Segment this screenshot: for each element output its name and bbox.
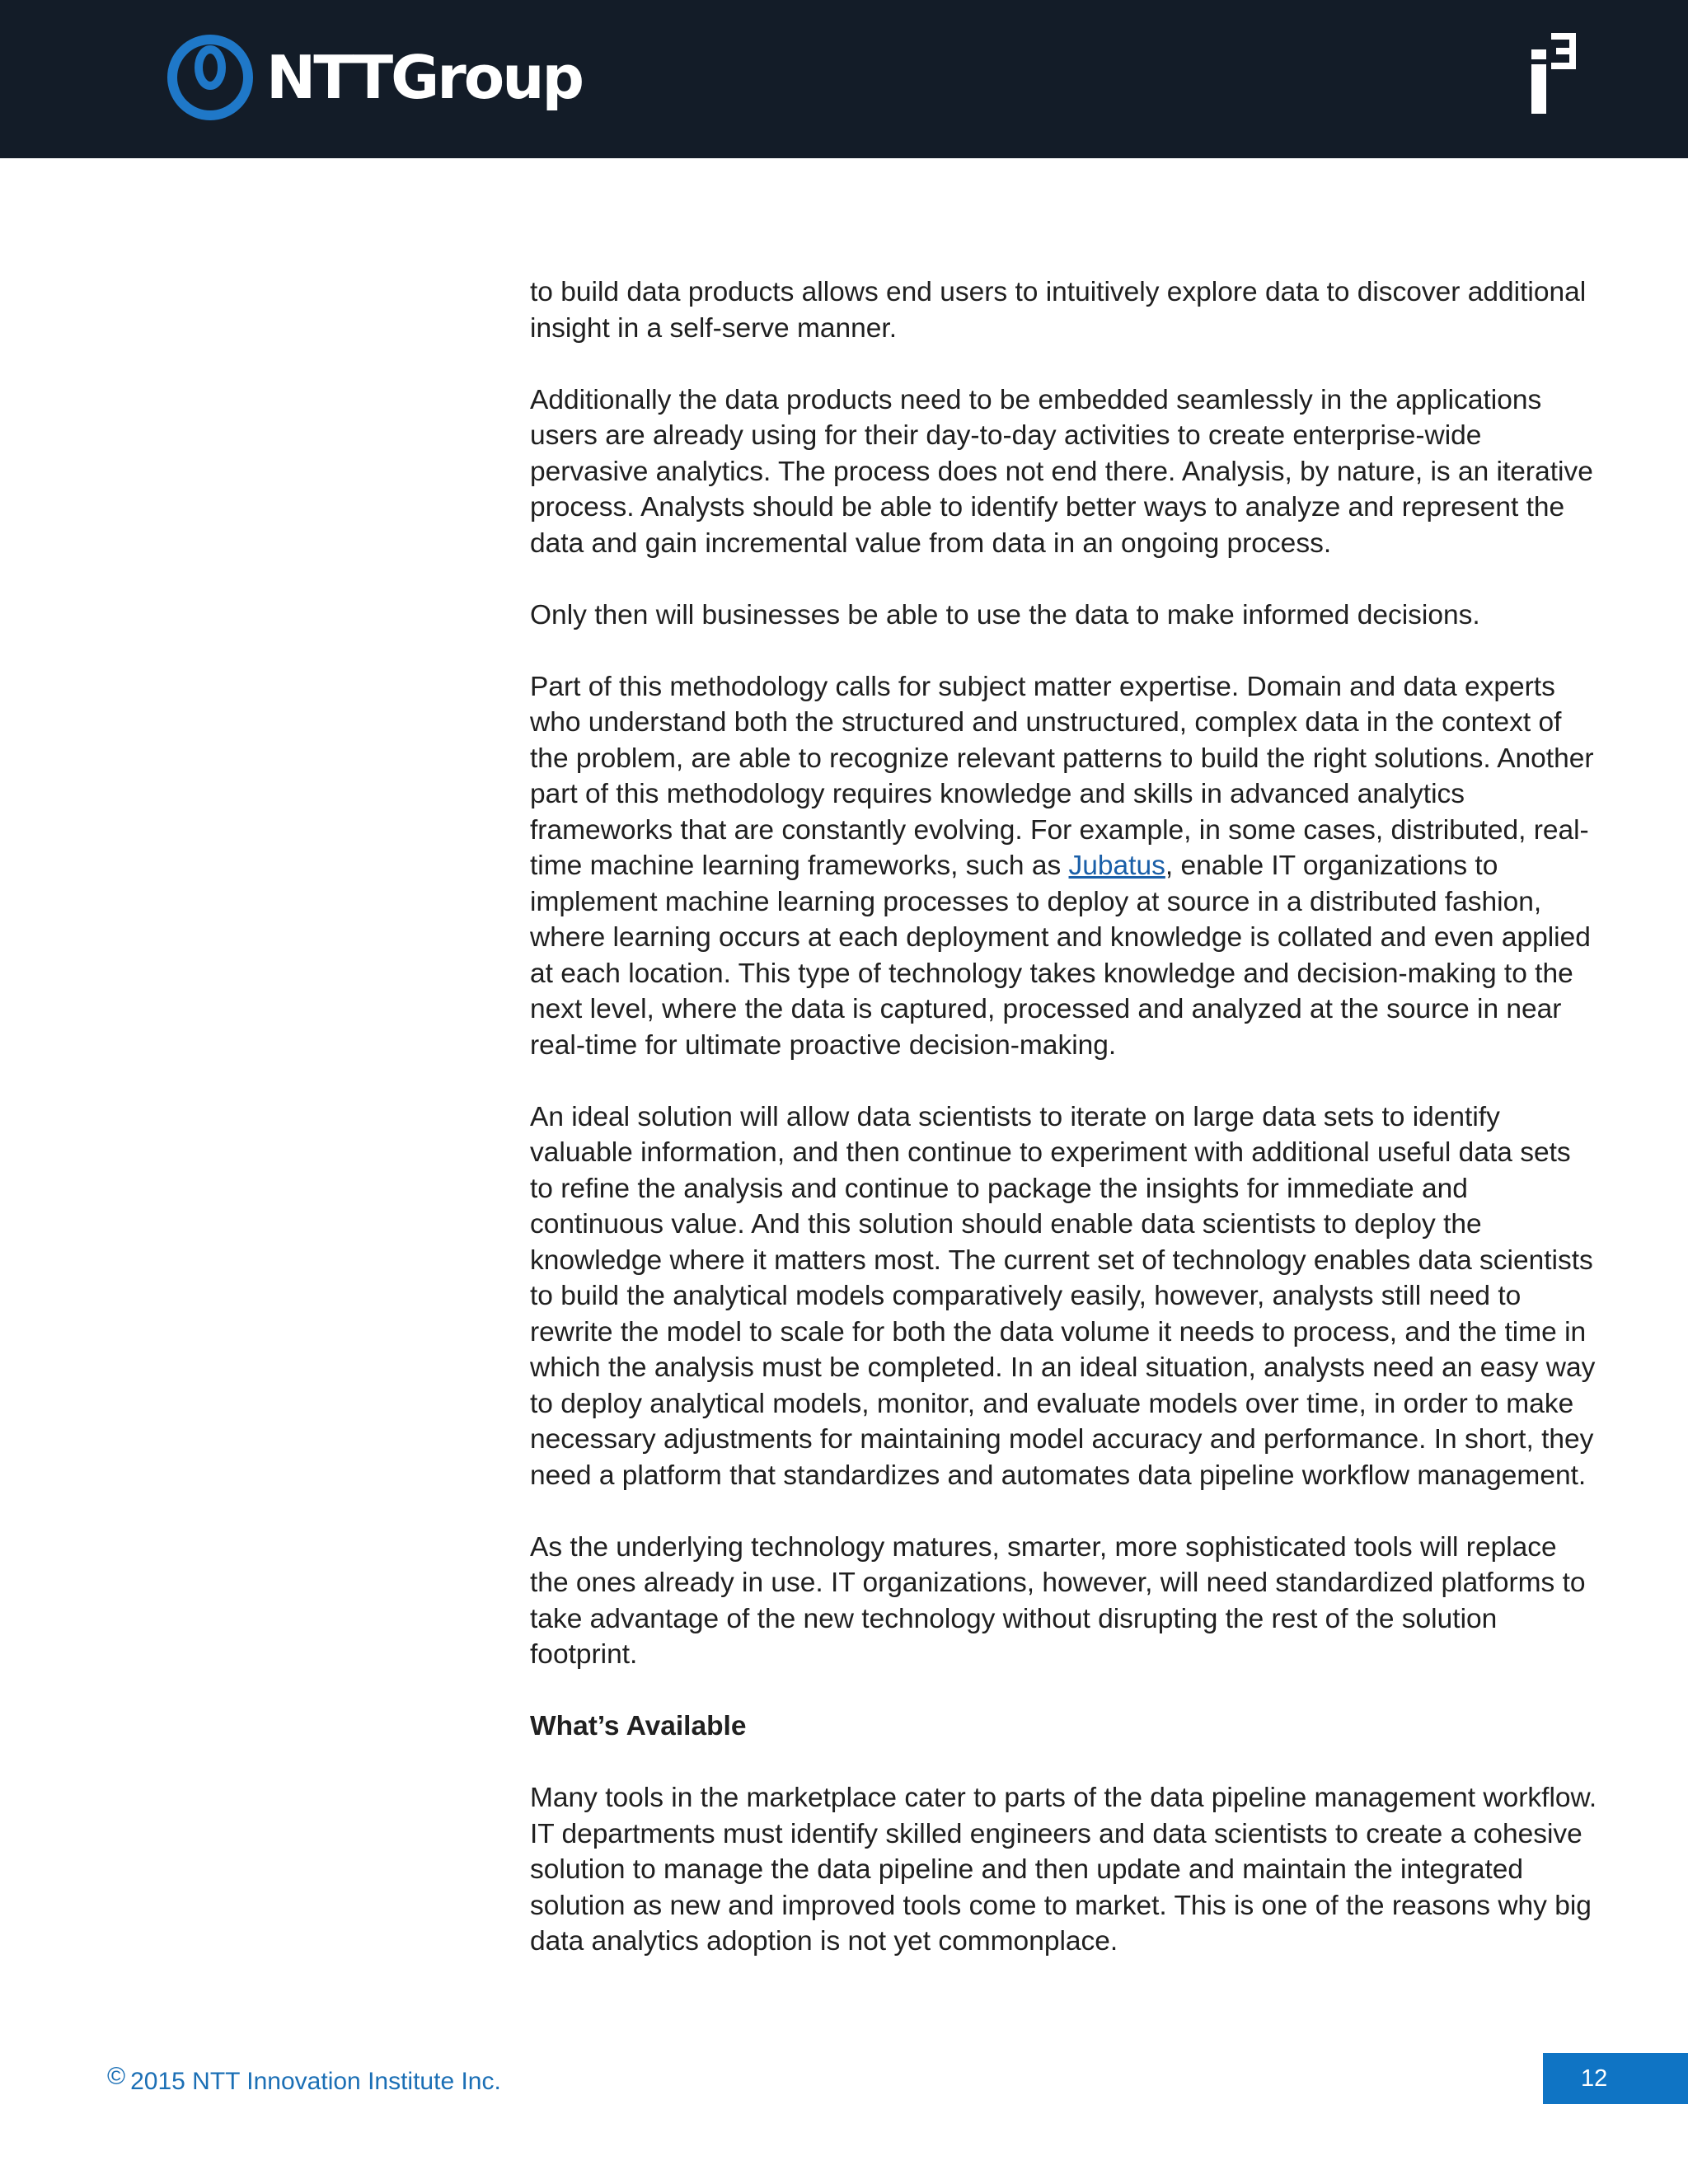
page-number: 12 [1543,2053,1688,2104]
copyright-symbol: © [107,2063,126,2090]
paragraph-6: As the underlying technology matures, smarter, more sophisticated tools will replace the ones already in use. IT organizations, however, will need standardized platforms to take advantage of the new technology without disrupting the rest of the solution footprint. [530,1531,1586,1670]
paragraph-4 [530,669,1601,1064]
paragraph-2: Additionally the data products need to be embedded seamlessly in the applications users are already using for their day-to-day activities to create enterprise-wide pervasive analytics. The process does not end there. Analysis, by nature, is an iterative process. Analysts should be able to identify better ways to analyze and represent the data and gain incremental value from data in an ongoing process. [530,384,1593,559]
copyright-text: 2015 NTT Innovation Institute Inc. [130,2068,501,2095]
paragraph-1: to build data products allows end users to intuitively explore data to discover additional insight in a self-serve manner. [530,277,1587,344]
i3-logo-icon [1526,31,1579,115]
section-heading: What’s Available [530,1711,747,1741]
document-body [530,274,1601,1995]
paragraph-4-text-before: Part of this methodology calls for subject matter expertise. Domain and data experts who understand both the structured and unstructured, complex data in the context of the problem, are able to recognize relevant patterns to build the right solutions. Another part of this methodology requires knowledge and skills in advanced analytics frameworks that are constantly evolving. For example, in some cases, distributed, real- time machine learning frameworks, such as [530,671,1594,881]
paragraph-4-text-after: , enable IT organizations to implement machine learning processes to deploy at source in a distributed fashion, where learning occurs at each deployment and knowledge is collated and even applied at each location. This type of technology takes knowledge and decision-making to the next level, where the data is captured, processed and analyzed at the source in near real-time for ultimate proactive decision-making. [530,851,1591,1061]
ntt-logo-icon [167,35,253,120]
footer-copyright [107,2063,501,2097]
ntt-group-logo [167,35,582,120]
paragraph-5: An ideal solution will allow data scientists to iterate on large data sets to identify valuable information, and then continue to experiment with additional useful data sets to refine the analysis and continue to package the insights for immediate and continuous value. And this solution should enable data scientists to deploy the knowledge where it matters most. The current set of technology enables data scientists to build the analytical models comparatively easily, however, analysts still need to rewrite the model to scale for both the data volume it needs to process, and the time in which the analysis must be completed. In an ideal situation, analysts need an easy way to deploy analytical models, monitor, and evaluate models over time, in order to make necessary adjustments for maintaining model accuracy and performance. In short, they need a platform that standardizes and automates data pipeline workflow management. [530,1101,1596,1491]
jubatus-link[interactable]: Jubatus [1068,851,1165,881]
paragraph-3: Only then will businesses be able to use the data to make informed decisions. [530,599,1480,630]
page-header [0,0,1688,158]
logo-wordmark: NTTGroup [266,43,583,112]
paragraph-7: Many tools in the marketplace cater to parts of the data pipeline management workflow. IT departments must identify skilled engineers and data scientists to create a cohesive solution to manage the data pipeline and then update and maintain the integrated solution as new and improved tools come to market. This is one of the reasons why big data analytics adoption is not yet commonplace. [530,1783,1597,1957]
